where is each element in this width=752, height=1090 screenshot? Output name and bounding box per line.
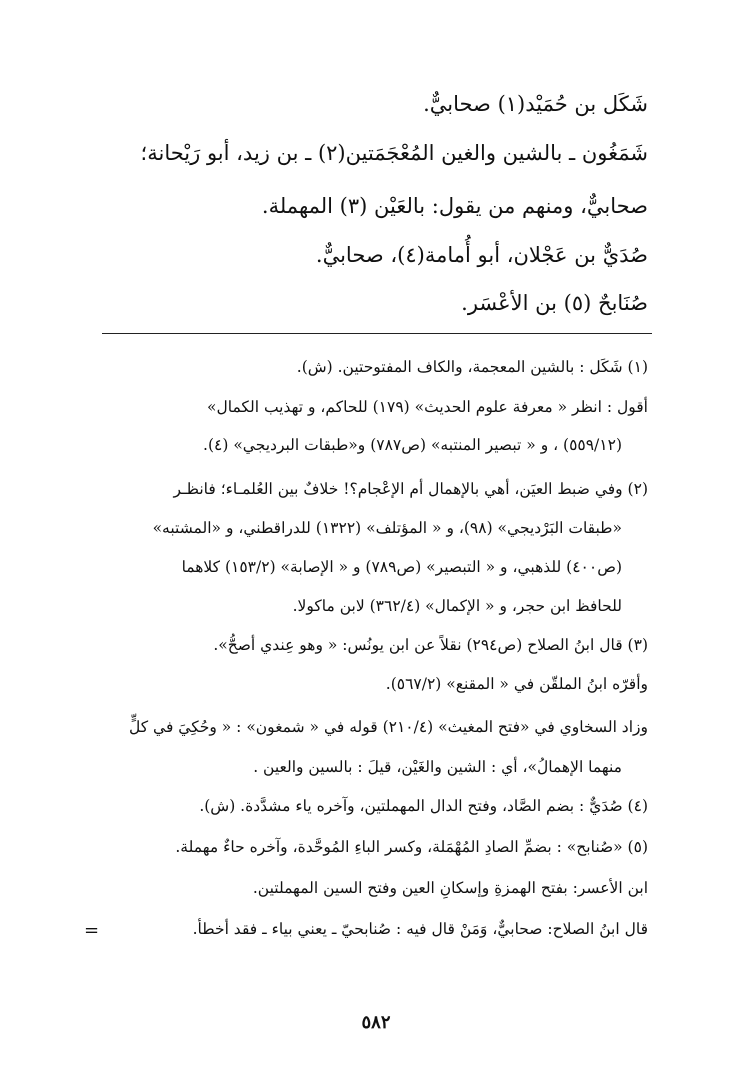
footnote-line-15: قال ابنُ الصلاح: صحابيٌّ، وَمَنْ قال فيه : صُنابحيّ ـ يعني بياء ـ فقد أخطأ. bbox=[192, 920, 648, 938]
footnote-line-7: للحافظ ابن حجر، و « الإكمال» (٣٦٢/٤) لابن ماكولا. bbox=[292, 597, 622, 615]
continuation-mark: = bbox=[84, 920, 100, 941]
footnote-line-9: وأقرّه ابنُ الملقّن في « المقنع» (٥٦٧/٢). bbox=[385, 675, 648, 693]
footnote-line-11: منهما الإهمالُ»، أي : الشين والغَيْن، قيلَ : بالسين والعين . bbox=[253, 758, 622, 776]
footnote-line-13: (٥) «صُنابح» : بضمِّ الصادِ المُهْمَلة، وكسر الباءِ المُوحَّدة، وآخره حاءٌ مهملة. bbox=[175, 838, 648, 856]
main-line-5: صُنَابحٌ (٥) بن الأعْسَر. bbox=[461, 291, 648, 315]
footnote-line-4: (٢) وفي ضبط العيَن، أهي بالإهمال أم الإعْجام؟! خلافٌ بين العُلمـاء؛ فانظـر bbox=[173, 480, 648, 498]
footnote-line-2: أقول : انظر « معرفة علوم الحديث» (١٧٩) للحاكم، و تهذيب الكمال» bbox=[207, 398, 648, 416]
main-line-3: صحابيٌّ، ومنهم من يقول: بالعَيْن (٣) المهملة. bbox=[261, 194, 648, 218]
footnote-divider bbox=[102, 333, 652, 334]
main-line-2: شَمَغُون ـ بالشين والغين المُعْجَمَتين(٢) ـ بن زيد، أبو رَيْحانة؛ bbox=[140, 141, 648, 165]
footnote-line-14: ابن الأعسر: بفتح الهمزةِ وإسكانِ العين وفتح السين المهملتين. bbox=[252, 879, 648, 897]
footnote-line-6: (ص٤٠٠) للذهبي، و « التبصير» (ص٧٨٩) و « الإصابة» (١٥٣/٢) كلاهما bbox=[181, 558, 622, 576]
footnote-line-12: (٤) صُدَيٌّ : بضم الصَّاد، وفتح الدال المهملتين، وآخره ياء مشدَّدة. (ش). bbox=[199, 797, 648, 815]
footnote-line-5: «طبقات البَرْديجي» (٩٨)، و « المؤتلف» (١٣٢٢) للدراقطني، و «المشتبه» bbox=[152, 519, 622, 537]
footnote-line-1: (١) شَكَل : بالشين المعجمة، والكاف المفتوحتين. (ش). bbox=[296, 358, 648, 376]
page-number: ٥٨٢ bbox=[361, 1012, 391, 1033]
footnote-line-3: (٥٥٩/١٢) ، و « تبصير المنتبه» (ص٧٨٧) و«طبقات البرديجي» (٤). bbox=[203, 436, 622, 454]
footnote-line-10: وزاد السخاوي في «فتح المغيث» (٢١٠/٤) قوله في « شمغون» : « وحُكِيَ في كلٍّ bbox=[128, 718, 648, 736]
main-line-1: شَكَل بن حُمَيْد(١) صحابيٌّ. bbox=[423, 92, 648, 116]
footnote-line-8: (٣) قال ابنُ الصلاح (ص٢٩٤) نقلاً عن ابن يونُس: « وهو عِندي أصحُّ». bbox=[213, 636, 648, 654]
main-line-4: صُدَيٌّ بن عَجْلان، أبو أُمامة(٤)، صحابيٌّ. bbox=[315, 243, 648, 267]
